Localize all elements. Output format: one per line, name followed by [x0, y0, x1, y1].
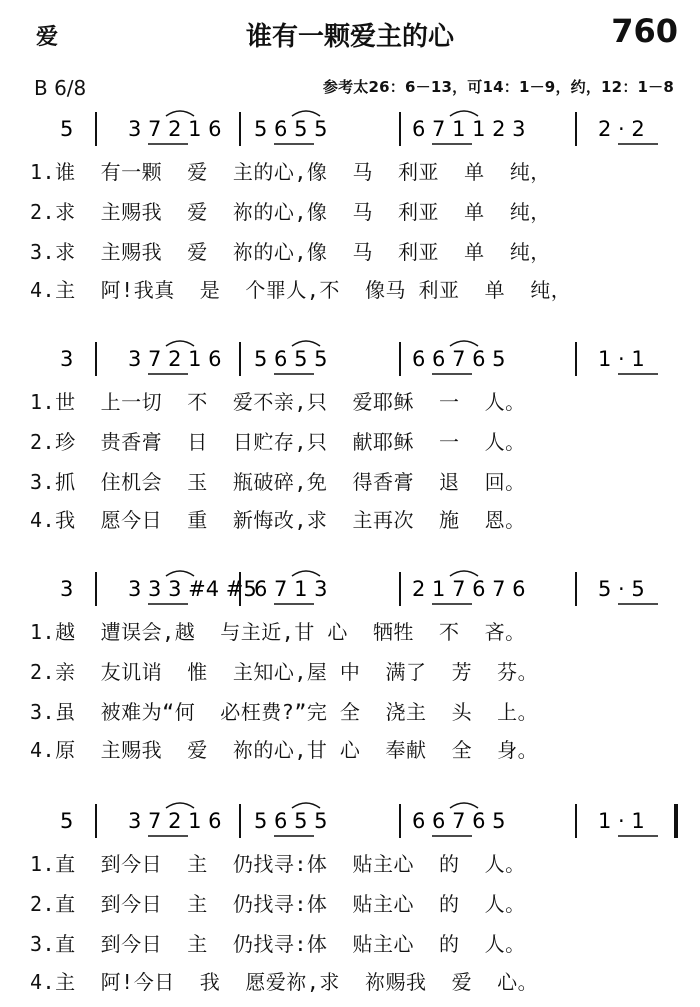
lyric-line: 3.虽 被难为“何 必枉费?”完 全 浇主 头 上。 — [30, 700, 539, 724]
hymn-number: 760 — [611, 12, 678, 50]
slur-arc — [292, 341, 320, 346]
note-group: 5 · 5 — [598, 577, 645, 601]
notation-row — [0, 104, 700, 154]
note-group: 6 6 7 6 5 — [412, 809, 506, 833]
notation-svg — [0, 796, 700, 848]
lyric-line: 4.主 阿!今日 我 愿爱祢,求 祢赐我 爱 心。 — [30, 970, 539, 994]
slur-arc — [166, 341, 194, 346]
note-group: 3 7 2 1 6 — [128, 347, 222, 371]
note-group: 5 6 5 5 — [254, 117, 328, 141]
slur-arc — [450, 111, 478, 116]
lyric-line: 4.原 主赐我 爱 祢的心,甘 心 奉献 全 身。 — [30, 738, 539, 762]
key-signature: B 6/8 — [34, 76, 87, 100]
note-group: 3 — [60, 347, 74, 371]
note-group: 5 — [60, 809, 74, 833]
notation-svg — [0, 334, 700, 386]
lyric-line: 4.我 愿今日 重 新悔改,求 主再次 施 恩。 — [30, 508, 526, 532]
hymn-title: 谁有一颗爱主的心 — [245, 22, 454, 52]
lyric-line: 2.直 到今日 主 仍找寻:体 贴主心 的 人。 — [30, 892, 526, 916]
notation-row — [0, 796, 700, 846]
lyric-line: 2.亲 友讥诮 惟 主知心,屋 中 满了 芳 芬。 — [30, 660, 539, 684]
scripture-reference: 参考太26：6－13，可14：1－9，约，12：1－8 — [322, 78, 674, 96]
slur-arc — [292, 803, 320, 808]
lyric-line: 1.越 遭误会,越 与主近,甘 心 牺牲 不 吝。 — [30, 620, 526, 644]
note-group: 6 7 1 1 2 3 — [412, 117, 526, 141]
slur-arc — [292, 111, 320, 116]
lyric-line: 3.求 主赐我 爱 祢的心,像 马 利亚 单 纯， — [30, 240, 551, 264]
slur-arc — [166, 111, 194, 116]
note-group: 5 — [60, 117, 74, 141]
note-group: 6 7 1 3 — [254, 577, 328, 601]
notation-svg — [0, 104, 700, 156]
lyric-line: 1.直 到今日 主 仍找寻:体 贴主心 的 人。 — [30, 852, 526, 876]
note-group: 3 7 2 1 6 — [128, 809, 222, 833]
slur-arc — [450, 341, 478, 346]
note-group: 2 1 7 6 7 6 — [412, 577, 526, 601]
lyric-line: 2.珍 贵香膏 日 日贮存,只 献耶稣 一 人。 — [30, 430, 526, 454]
note-group: 2 · 2 — [598, 117, 645, 141]
slur-arc — [166, 571, 194, 576]
slur-arc — [450, 571, 478, 576]
slur-arc — [292, 571, 320, 576]
note-group: 3 3 3 #4 #5 — [128, 577, 257, 601]
note-group: 1 · 1 — [598, 809, 645, 833]
lyric-line: 1.谁 有一颗 爱 主的心,像 马 利亚 单 纯， — [30, 160, 551, 184]
lyric-line: 2.求 主赐我 爱 祢的心,像 马 利亚 单 纯， — [30, 200, 551, 224]
hymn-category: 爱 — [36, 25, 59, 50]
note-group: 5 6 5 5 — [254, 809, 328, 833]
note-group: 6 6 7 6 5 — [412, 347, 506, 371]
notation-row — [0, 334, 700, 384]
note-group: 3 7 2 1 6 — [128, 117, 222, 141]
lyric-line: 3.直 到今日 主 仍找寻:体 贴主心 的 人。 — [30, 932, 526, 956]
slur-arc — [166, 803, 194, 808]
notation-row — [0, 564, 700, 614]
note-group: 3 — [60, 577, 74, 601]
lyric-line: 3.抓 住机会 玉 瓶破碎,免 得香膏 退 回。 — [30, 470, 526, 494]
lyric-line: 1.世 上一切 不 爱不亲,只 爱耶稣 一 人。 — [30, 390, 526, 414]
lyric-line: 4.主 阿!我真 是 个罪人,不 像马 利亚 单 纯， — [30, 278, 572, 302]
notation-svg — [0, 564, 700, 616]
note-group: 5 6 5 5 — [254, 347, 328, 371]
note-group: 1 · 1 — [598, 347, 645, 371]
slur-arc — [450, 803, 478, 808]
